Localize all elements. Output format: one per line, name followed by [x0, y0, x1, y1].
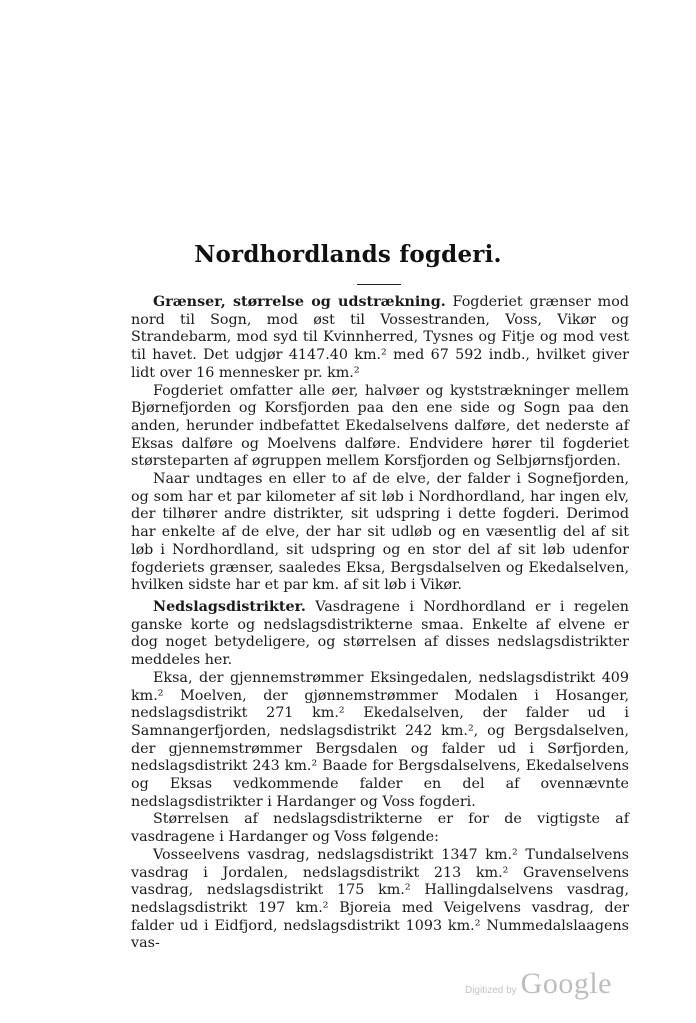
- paragraph-text: Fogderiet grænser mod nord til Sogn, mod øst til Vossestranden, Voss, Vikør og Strandebarm, mod syd til Kvinnherred, Tysnes og Fitje og mod vest til havet. Det udgjør 4147.40 km.² med 67 592 indb., hvilket giver lidt over 16 mennesker pr. km.²: [131, 294, 630, 381]
- digitized-by-google-watermark: [465, 967, 612, 1001]
- paragraph: Eksa, der gjennemstrømmer Eksingedalen, nedslagsdistrikt 409 km.² Moelven, der gjønnemstrømmer Modalen i Hosanger, nedslagsdistrikt 271 km.² Ekedalselven, der falder ud i Samnangerfjorden, nedslagsdistrikt 242 km.², og Bergsdalselven, der gjennemstrømmer Bergsdalen og falder ud i Sørfjorden, nedslagsdistrikt 243 km.² Baade for Bergsdalselvens, Ekedalselvens og Eksas vedkommende falder en del af ovennævnte nedslagsdistrikter i Hardanger og Voss fogderi.: [131, 669, 629, 810]
- section-heading: Nedslagsdistrikter.: [153, 599, 306, 615]
- paragraph: Fogderiet omfatter alle øer, halvøer og kyststrækninger mellem Bjørnefjorden og Korsfjorden paa den ene side og Sogn paa den anden, herunder indbefattet Ekedalselvens dalføre, det nederste af Eksas dalføre og Moelvens dalføre. Endvidere hører til fogderiet størsteparten af øgruppen mellem Korsfjorden og Selbjørnsfjorden.: [131, 382, 629, 470]
- paragraph: Vosseelvens vasdrag, nedslagsdistrikt 1347 km.² Tundalselvens vasdrag i Jordalen, nedslagsdistrikt 213 km.² Gravenselvens vasdrag, nedslagsdistrikt 175 km.² Hallingdalselvens vasdrag, nedslagsdistrikt 197 km.² Bjoreia med Veigelvens vasdrag, der falder ud i Eidfjord, nedslagsdistrikt 1093 km.² Nummedalslaagens vas-: [131, 846, 629, 952]
- section-catchment-areas: [131, 599, 629, 953]
- paragraph: Størrelsen af nedslagsdistrikterne er for de vigtigste af vasdragene i Hardanger og Voss følgende:: [131, 811, 629, 846]
- page-title: Nordhordlands fogderi.: [194, 241, 502, 268]
- paragraph-text: Vasdragene i Nordhordland er i regelen ganske korte og nedslagsdistrikterne smaa. Enkelte af elvene er dog noget betydeligere, og størrelsen af disses nedslagsdistrikter meddeles her.: [131, 599, 629, 669]
- paragraph: Naar undtages en eller to af de elve, der falder i Sognefjorden, og som har et par kilometer af sit løb i Nordhordland, har ingen elv, der tilhører andre distrikter, sit udspring i dette fogderi. Derimod har enkelte af de elve, der har sit udløb og en væsentlig del af sit løb i Nordhordland, sit udspring og en stor del af sit løb udenfor fogderiets grænser, saaledes Eksa, Bergsdalselven og Ekedalselven, hvilken sidste har et par km. af sit løb i Vikør.: [131, 471, 629, 594]
- google-logo: Google: [520, 967, 612, 1000]
- paragraph: [131, 599, 629, 670]
- paragraph: [131, 294, 629, 383]
- section-heading: Grænser, størrelse og udstrækning.: [153, 294, 446, 310]
- section-borders: [131, 294, 629, 595]
- title-divider: [357, 284, 401, 285]
- watermark-prefix: Digitized by: [464, 985, 517, 996]
